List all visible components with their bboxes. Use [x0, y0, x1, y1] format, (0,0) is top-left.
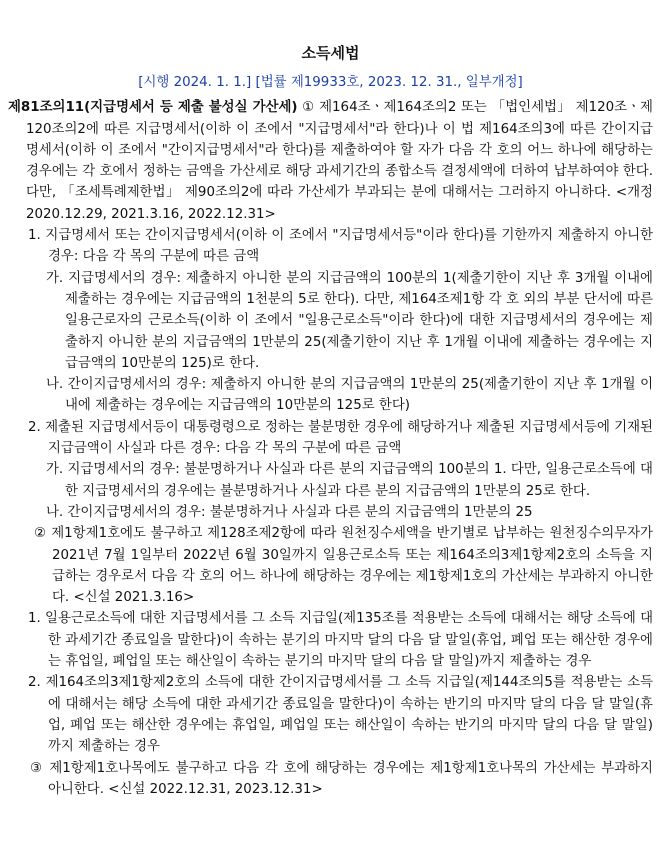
- p1-item-1-ga: 가. 지급명세서의 경우: 제출하지 아니한 분의 지급금액의 100분의 1(제출기한이 지난 후 3개월 이내에 제출하는 경우에는 지급금액의 1천분의 5로 한다). 다만, 제164조제1항 각 호 외의 부분 단서에 따른 일용근로자의 근로소득(이하 이 조에서 "일용근로소득"이라 한다)에 대한 지급명세서의 경우에는 제출하지 아니한 분의 지급금액의 1만분의 25(제출기한이 지난 후 1개월 이내에 제출하는 경우에는 지급금액의 10만분의 125)로 한다.: [46, 270, 653, 371]
- law-title: 소득세법: [301, 44, 360, 62]
- p2-item-1: 1. 일용근로소득에 대한 지급명세서를 그 소득 지급일(제135조를 적용받는 소득에 대해서는 해당 소득에 대한 과세기간 종료일을 말한다)이 속하는 분기의 마지막 달의 다음 달 말일(휴업, 폐업 또는 해산한 경우에는 휴업일, 폐업일 또는 해산일이 속하는 분기의 마지막 달의 다음 달 말일)까지 제출하는 경우: [28, 611, 653, 670]
- article-paragraph-1: [8, 97, 653, 225]
- paragraph-1-text: ① 제164조ㆍ제164조의2 또는 「법인세법」 제120조ㆍ제120조의2에 따른 지급명세서(이하 이 조에서 "지급명세서"라 한다)나 이 법 제164조의3에 따른 간이지급명세서(이하 이 조에서 "간이지급명세서"라 한다)를 제출하여야 할 자가 다음 각 호의 어느 하나에 해당하는 경우에는 각 호에서 정하는 금액을 가산세로 해당 과세기간의 종합소득 결정세액에 더하여 납부하여야 한다. 다만, 「조세특례제한법」 제90조의2에 따라 가산세가 부과되는 분에 대해서는 그러하지 아니하다. <개정 2020.12.29, 2021.3.16, 2022.12.31>: [26, 100, 653, 222]
- article-paragraph-2: ② 제1항제1호에도 불구하고 제128조제2항에 따라 원천징수세액을 반기별로 납부하는 원천징수의무자가 2021년 7월 1일부터 2022년 6월 30일까지 일용근로소득 또는 제164조의3제1항제2호의 소득을 지급하는 경우로서 다음 각 호의 어느 하나에 해당하는 경우에는 제1항제1호의 가산세는 부과하지 아니한다. <신설 2021.3.16>: [34, 526, 653, 606]
- p1-item-2-ga: 가. 지급명세서의 경우: 불분명하거나 사실과 다른 분의 지급금액의 100분의 1. 다만, 일용근로소득에 대한 지급명세서의 경우에는 불분명하거나 사실과 다른 분의 지급금액의 1만분의 25로 한다.: [46, 462, 653, 499]
- article-heading: 제81조의11(지급명세서 등 제출 불성실 가산세): [8, 100, 298, 116]
- p1-item-1-na: 나. 간이지급명세서의 경우: 제출하지 아니한 분의 지급금액의 1만분의 25(제출기한이 지난 후 1개월 이내에 제출하는 경우에는 지급금액의 10만분의 125로 한다): [46, 377, 653, 414]
- p1-item-2: 2. 제출된 지급명세서등이 대통령령으로 정하는 불분명한 경우에 해당하거나 제출된 지급명세서등에 기재된 지급금액이 사실과 다른 경우: 다음 각 목의 구분에 따른 금액: [28, 419, 653, 457]
- p1-item-2-na: 나. 간이지급명세서의 경우: 불분명하거나 사실과 다른 분의 지급금액의 1만분의 25: [46, 504, 533, 520]
- p1-item-1: 1. 지급명세서 또는 간이지급명세서(이하 이 조에서 "지급명세서등"이라 한다)를 기한까지 제출하지 아니한 경우: 다음 각 목의 구분에 따른 금액: [28, 228, 653, 265]
- law-enforcement-info: [시행 2024. 1. 1.] [법률 제19933호, 2023. 12. 31., 일부개정]: [138, 75, 523, 90]
- p2-item-2: 2. 제164조의3제1항제2호의 소득에 대한 간이지급명세서를 그 소득 지급일(제144조의5를 적용받는 소득에 대해서는 해당 소득에 대한 과세기간 종료일을 말한다)이 속하는 반기의 마지막 달의 다음 달 말일(휴업, 폐업 또는 해산한 경우에는 휴업일, 폐업일 또는 해산일이 속하는 반기의 마지막 달의 다음 달 말일)까지 제출하는 경우: [28, 675, 653, 755]
- article-paragraph-3: ③ 제1항제1호나목에도 불구하고 다음 각 호에 해당하는 경우에는 제1항제1호나목의 가산세는 부과하지 아니한다. <신설 2022.12.31, 2023.12.31>: [30, 760, 653, 797]
